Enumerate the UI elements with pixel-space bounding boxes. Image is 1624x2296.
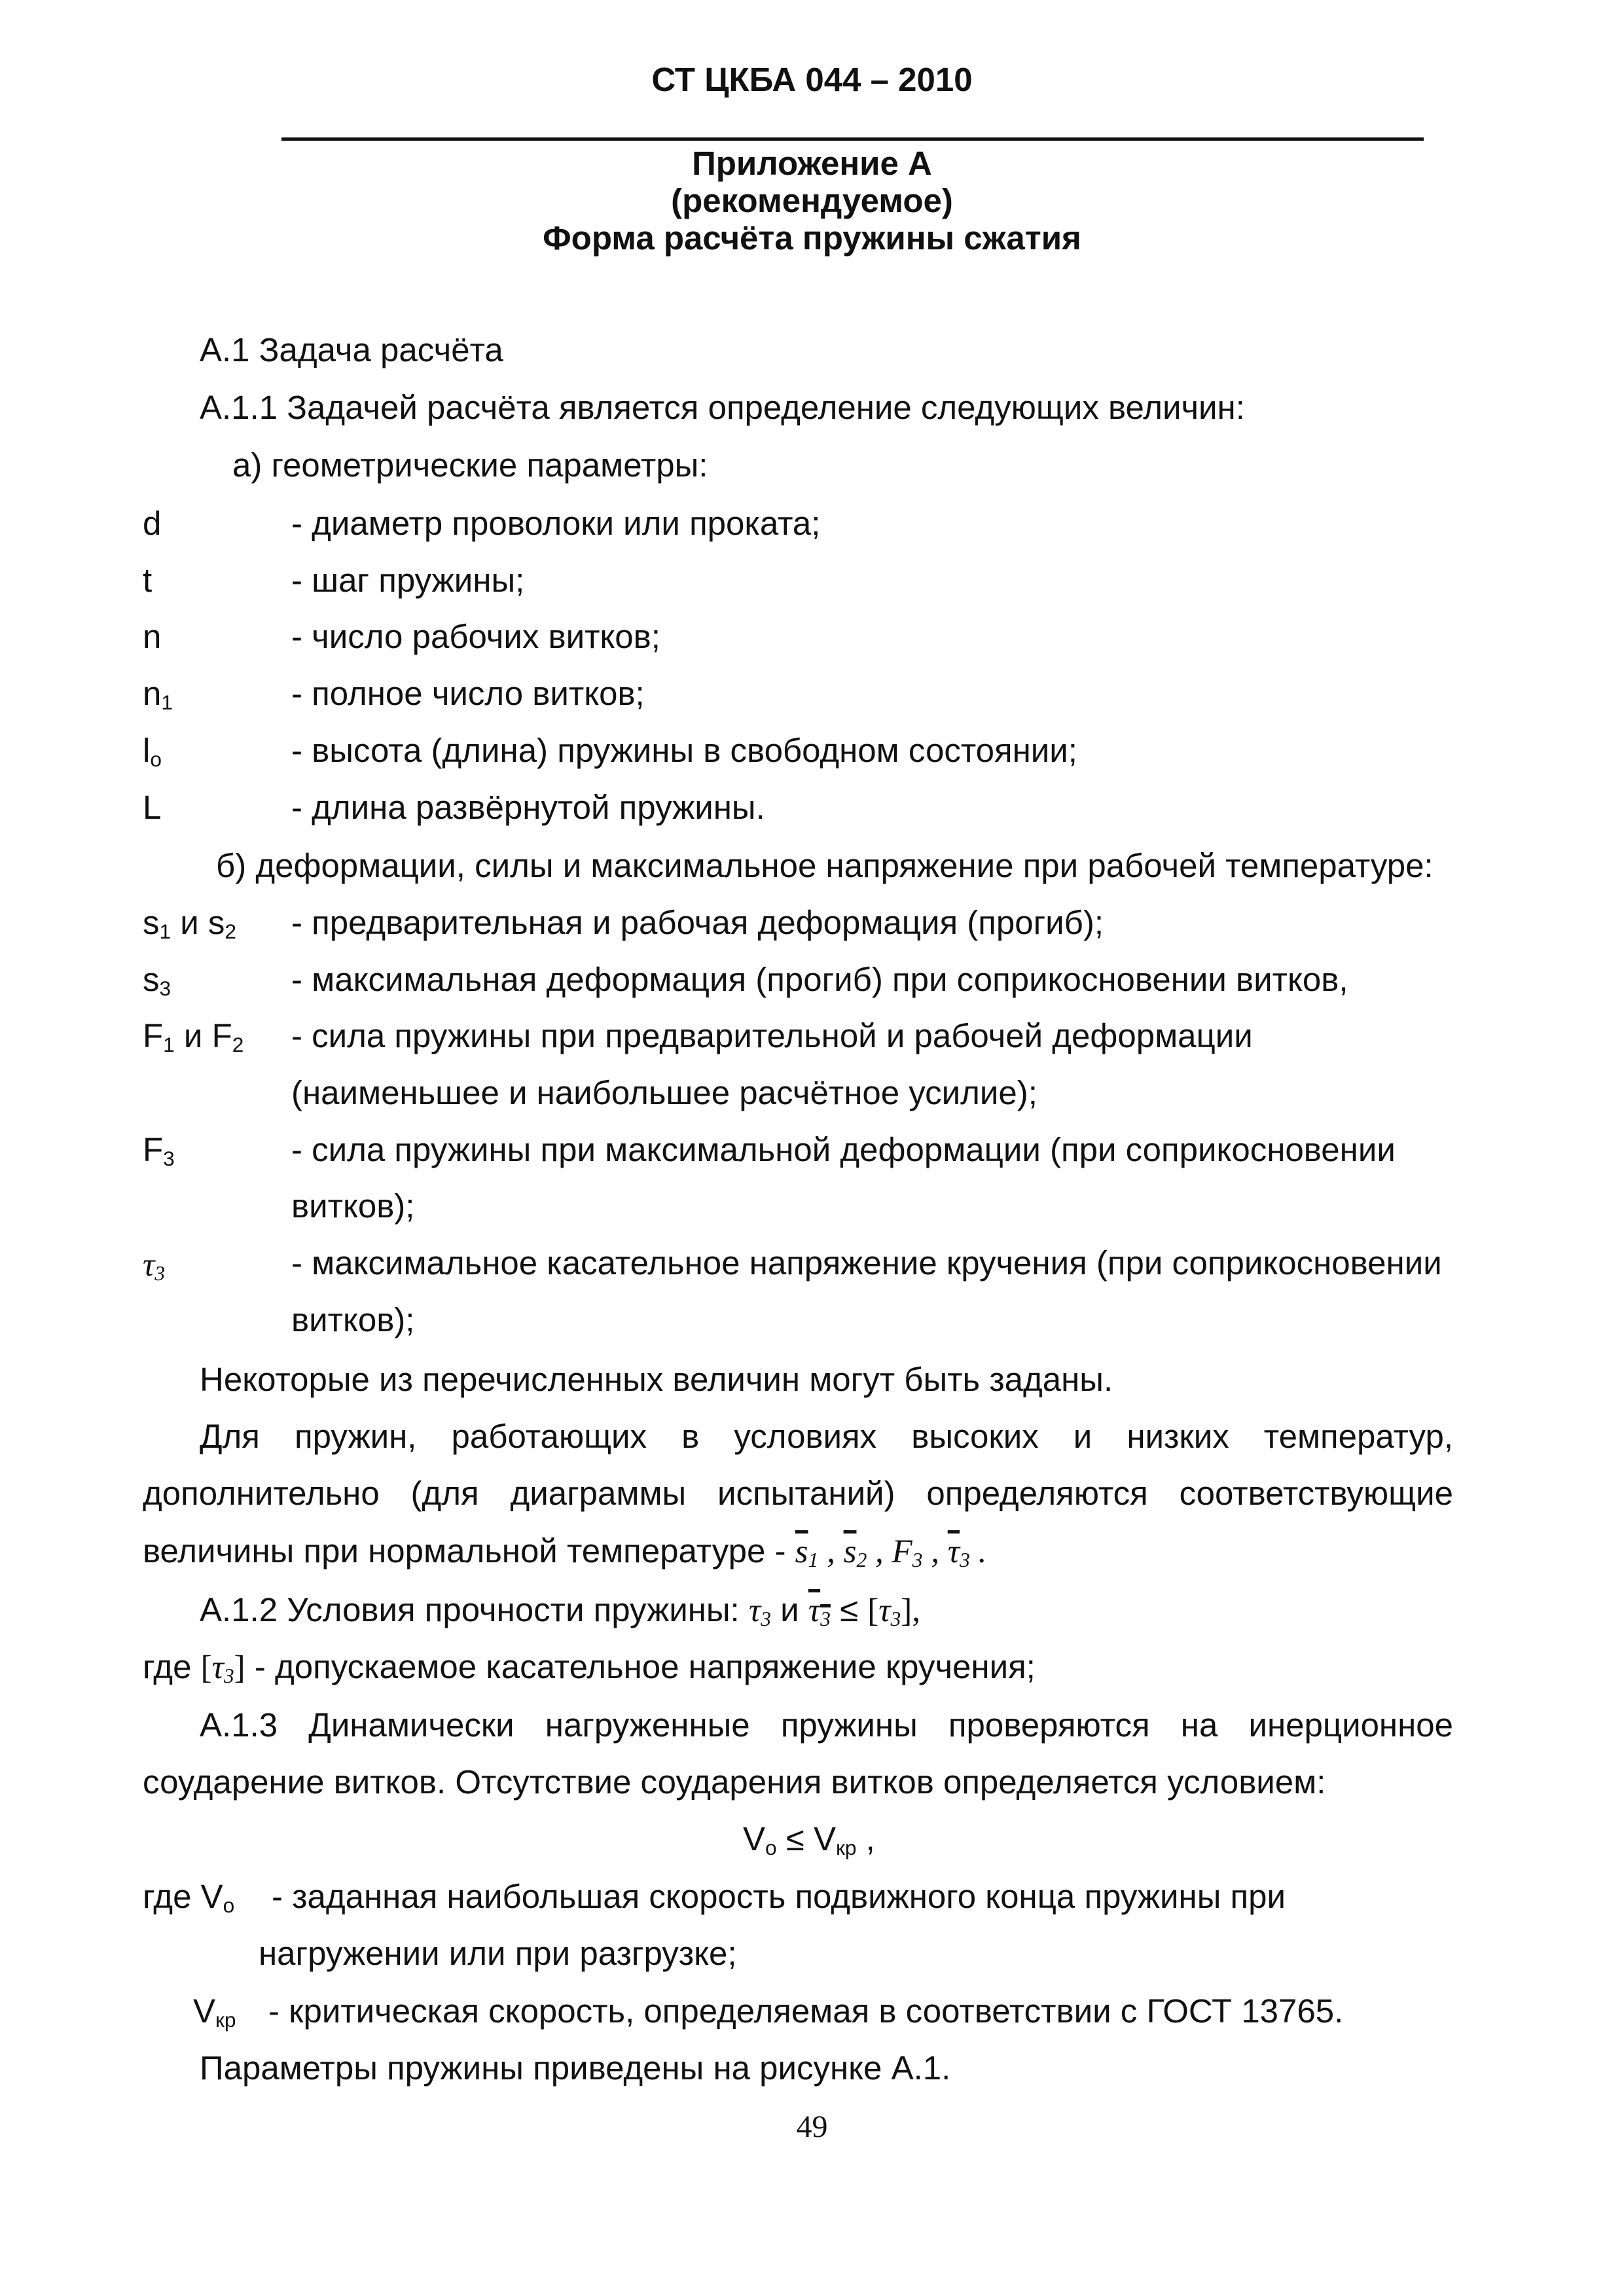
- definition-l0: - высота (длина) пружины в свободном состоянии;: [291, 732, 1077, 769]
- symbol-L: L: [143, 789, 162, 826]
- definition-s3: - максимальная деформация (прогиб) при соприкосновении витков,: [291, 961, 1348, 998]
- symbol-n1: $n_1$: [143, 675, 173, 714]
- definition-f1-f2: - сила пружины при предварительной и рабочей деформации: [291, 1017, 1253, 1054]
- section-a1-heading: А.1 Задача расчёта: [200, 331, 503, 368]
- velocity-condition-formula: $V_o \le V_{кр}$ ,: [743, 1820, 875, 1859]
- definition-tau3: - максимальное касательное напряжение кручения (при соприкосновении: [291, 1244, 1442, 1282]
- definition-f3-continued: витков);: [291, 1187, 415, 1225]
- normal-temp-values: $\overline{s}_1$ , $\overline{s}_2$ , $F_3$ , $\overline{\tau}_3$ .: [795, 1534, 987, 1571]
- allowable-stress-definition: где $[\tau_3]$ - допускаемое касательное напряжение кручения;: [143, 1648, 1036, 1687]
- symbol-tau3: $\tau_3$: [143, 1247, 166, 1285]
- figure-reference: Параметры пружины приведены на рисунке А.1.: [200, 2049, 951, 2087]
- symbol-t: t: [143, 562, 153, 599]
- definition-t: - шаг пружины;: [291, 562, 525, 599]
- symbol-vo: где $V_o$: [143, 1878, 235, 1917]
- definition-n: - число рабочих витков;: [291, 618, 660, 655]
- symbol-s1-s2: $s_1$ и $s_2$: [143, 904, 237, 943]
- symbol-s3: $s_3$: [143, 961, 171, 1000]
- definition-vo-continued: нагружении или при разгрузке;: [259, 1935, 737, 1972]
- symbol-l0: $l_o$: [143, 732, 162, 771]
- appendix-heading: Приложение А: [692, 145, 932, 182]
- group-a-label: а) геометрические параметры:: [232, 446, 708, 484]
- section-a13-line2: соударение витков. Отсутствие соударения витков определяется условием:: [143, 1763, 1326, 1801]
- temperature-paragraph-line3: величины при нормальной температуре - $\overline{s}_1$ , $\overline{s}_2$ , $F_3$ , $\overline{\tau}_3$ .: [143, 1532, 987, 1571]
- symbol-vkr: $V_{кр}$: [193, 1992, 236, 2032]
- page-number: 49: [796, 2109, 828, 2144]
- symbol-f1-f2: $F_1$ и $F_2$: [143, 1017, 244, 1056]
- temperature-paragraph-line2: дополнительно (для диаграммы испытаний) определяются соответствующие: [143, 1475, 1453, 1512]
- appendix-title: Форма расчёта пружины сжатия: [543, 219, 1081, 257]
- section-a13-line1: А.1.3 Динамически нагруженные пружины проверяются на инерционное: [200, 1706, 1453, 1744]
- header-rule: [281, 137, 1424, 141]
- symbol-d: d: [143, 505, 162, 542]
- section-a11-text: А.1.1 Задачей расчёта является определение следующих величин:: [200, 389, 1245, 426]
- temperature-paragraph-line1: Для пружин, работающих в условиях высоких и низких температур,: [200, 1418, 1453, 1455]
- definition-f3: - сила пружины при максимальной деформации (при соприкосновении: [291, 1131, 1396, 1168]
- document-code: СТ ЦКБА 044 – 2010: [651, 61, 973, 98]
- definition-s1-s2: - предварительная и рабочая деформация (прогиб);: [291, 904, 1104, 941]
- definition-n1: - полное число витков;: [291, 675, 645, 712]
- definition-vo: - заданная наибольшая скорость подвижного конца пружины при: [272, 1878, 1286, 1915]
- group-b-label: б) деформации, силы и максимальное напряжение при рабочей температуре:: [216, 847, 1434, 884]
- symbol-n: n: [143, 618, 162, 655]
- definition-tau3-continued: витков);: [291, 1301, 415, 1338]
- symbol-f3: $F_3$: [143, 1131, 175, 1170]
- definition-L: - длина развёрнутой пружины.: [291, 789, 765, 826]
- note-some-given: Некоторые из перечисленных величин могут быть заданы.: [200, 1361, 1113, 1398]
- appendix-status: (рекомендуемое): [671, 182, 953, 219]
- definition-vkr: - критическая скорость, определяемая в соответствии с ГОСТ 13765.: [268, 1992, 1344, 2030]
- section-a12: А.1.2 Условия прочности пружины: $\tau_3$ и $\tau_3 \le [\tau_3]$,: [200, 1591, 921, 1630]
- definition-f1-f2-continued: (наименьшее и наибольшее расчётное усилие);: [291, 1074, 1038, 1111]
- definition-d: - диаметр проволоки или проката;: [291, 505, 821, 542]
